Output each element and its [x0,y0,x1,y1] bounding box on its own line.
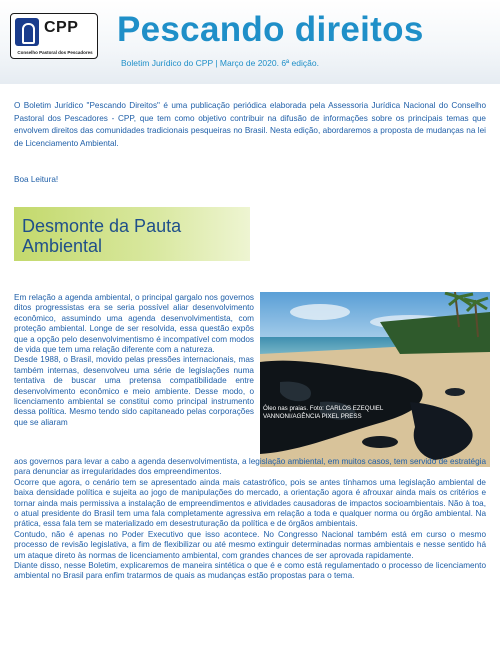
body-paragraph-5: Diante disso, nesse Boletim, explicaremos de maneira sintética o que é e como está regulamentado o processo de licenciamento ambiental no Brasil para enfim tratarmos de quais as mudanças estão propostas para o tema. [14,561,486,581]
logo-subtext: Conselho Pastoral dos Pescadores [17,50,93,55]
body-paragraph-3: Ocorre que agora, o cenário tem se apresentado ainda mais catastrófico, pois se antes tínhamos uma legislação ambiental de baixa densidade política e sujeita ao jogo de manipulações do mercado, a orientação agora é afrouxar ainda mais os critérios e tornar ainda mais permissiva a instalação de empreendimentos e atividades causadoras de impactos socioambientais. Não à toa, o atual presidente do Brasil tem uma fala completamente agressiva em relação a toda e qualquer norma ou órgão ambiental. Na prática, essa fala tem se materializado em desestruturação da política e de órgãos ambientais. [14,477,486,529]
logo-text: CPP [44,19,79,36]
body-paragraph-2: Desde 1988, o Brasil, movido pelas pressões internacionais, mas também internas, desenvolveu uma série de legislações numa tentativa de buscar uma pretensa compatibilidade entre desenvolvimento econômico e meio ambiente. Desse modo, o licenciamento ambiental se constitui como principal instrumento dessa política. Mesmo tendo sido capitaneado pelas corporações que se aliaram [14,355,254,427]
body-paragraph-1: Em relação a agenda ambiental, o principal gargalo nos governos ditos progressistas era se seria possível aliar desenvolvimento econômico, assumindo uma agenda desenvolvimentista, com proteção ambiental. Longe de ser resolvida, essa questão expôs que a opção pelo desenvolvimentismo é incompatível com modos de vida que tem uma relação diferente com a natureza. [14,293,254,355]
oil-beach-photo [260,292,490,467]
page-title: Pescando direitos [117,10,424,49]
intro-block [14,100,486,150]
hand-icon [15,18,39,46]
section-title: Desmonte da Pauta Ambiental [22,216,182,256]
greeting: Boa Leitura! [14,175,59,184]
body-column [14,293,254,428]
photo-caption: Óleo nas praias. Foto: CARLOS EZEQUIEL VANNONI/AGÊNCIA PIXEL PRESS [263,405,384,420]
cpp-logo [10,13,98,59]
body-paragraph-4: Contudo, não é apenas no Poder Executivo que isso acontece. No Congresso Nacional também está em curso o mesmo processo de revisão legislativa, a fim de flexibilizar ou até mesmo extinguir determinadas normas ambientais e nesse sentido há um ataque direto às normas de licenciamento ambiental, com grandes chances de ser aprovada rapidamente. [14,529,486,560]
intro-paragraph: O Boletim Jurídico "Pescando Direitos" é uma publicação periódica elaborada pela Assessoria Jurídica Nacional do Conselho Pastoral dos Pescadores - CPP, que tem como objetivo contribuir na difusão de informações sobre os principais temas que envolvem direitos das comunidades tradicionais pesqueiras no Brasil. Nesta edição, abordaremos a proposta de mudanças na lei de Licenciamento Ambiental. [14,101,486,148]
page-subtitle: Boletim Jurídico do CPP | Março de 2020. 6ª edição. [121,58,319,68]
body-full-width [14,457,486,582]
body-paragraph-2-cont: aos governos para levar a cabo a agenda desenvolvimentista, a legislação ambiental, em muitos casos, tem servido de estratégia para denunciar as irregularidades dos empreendimentos. [14,457,486,477]
header-banner [0,0,500,84]
